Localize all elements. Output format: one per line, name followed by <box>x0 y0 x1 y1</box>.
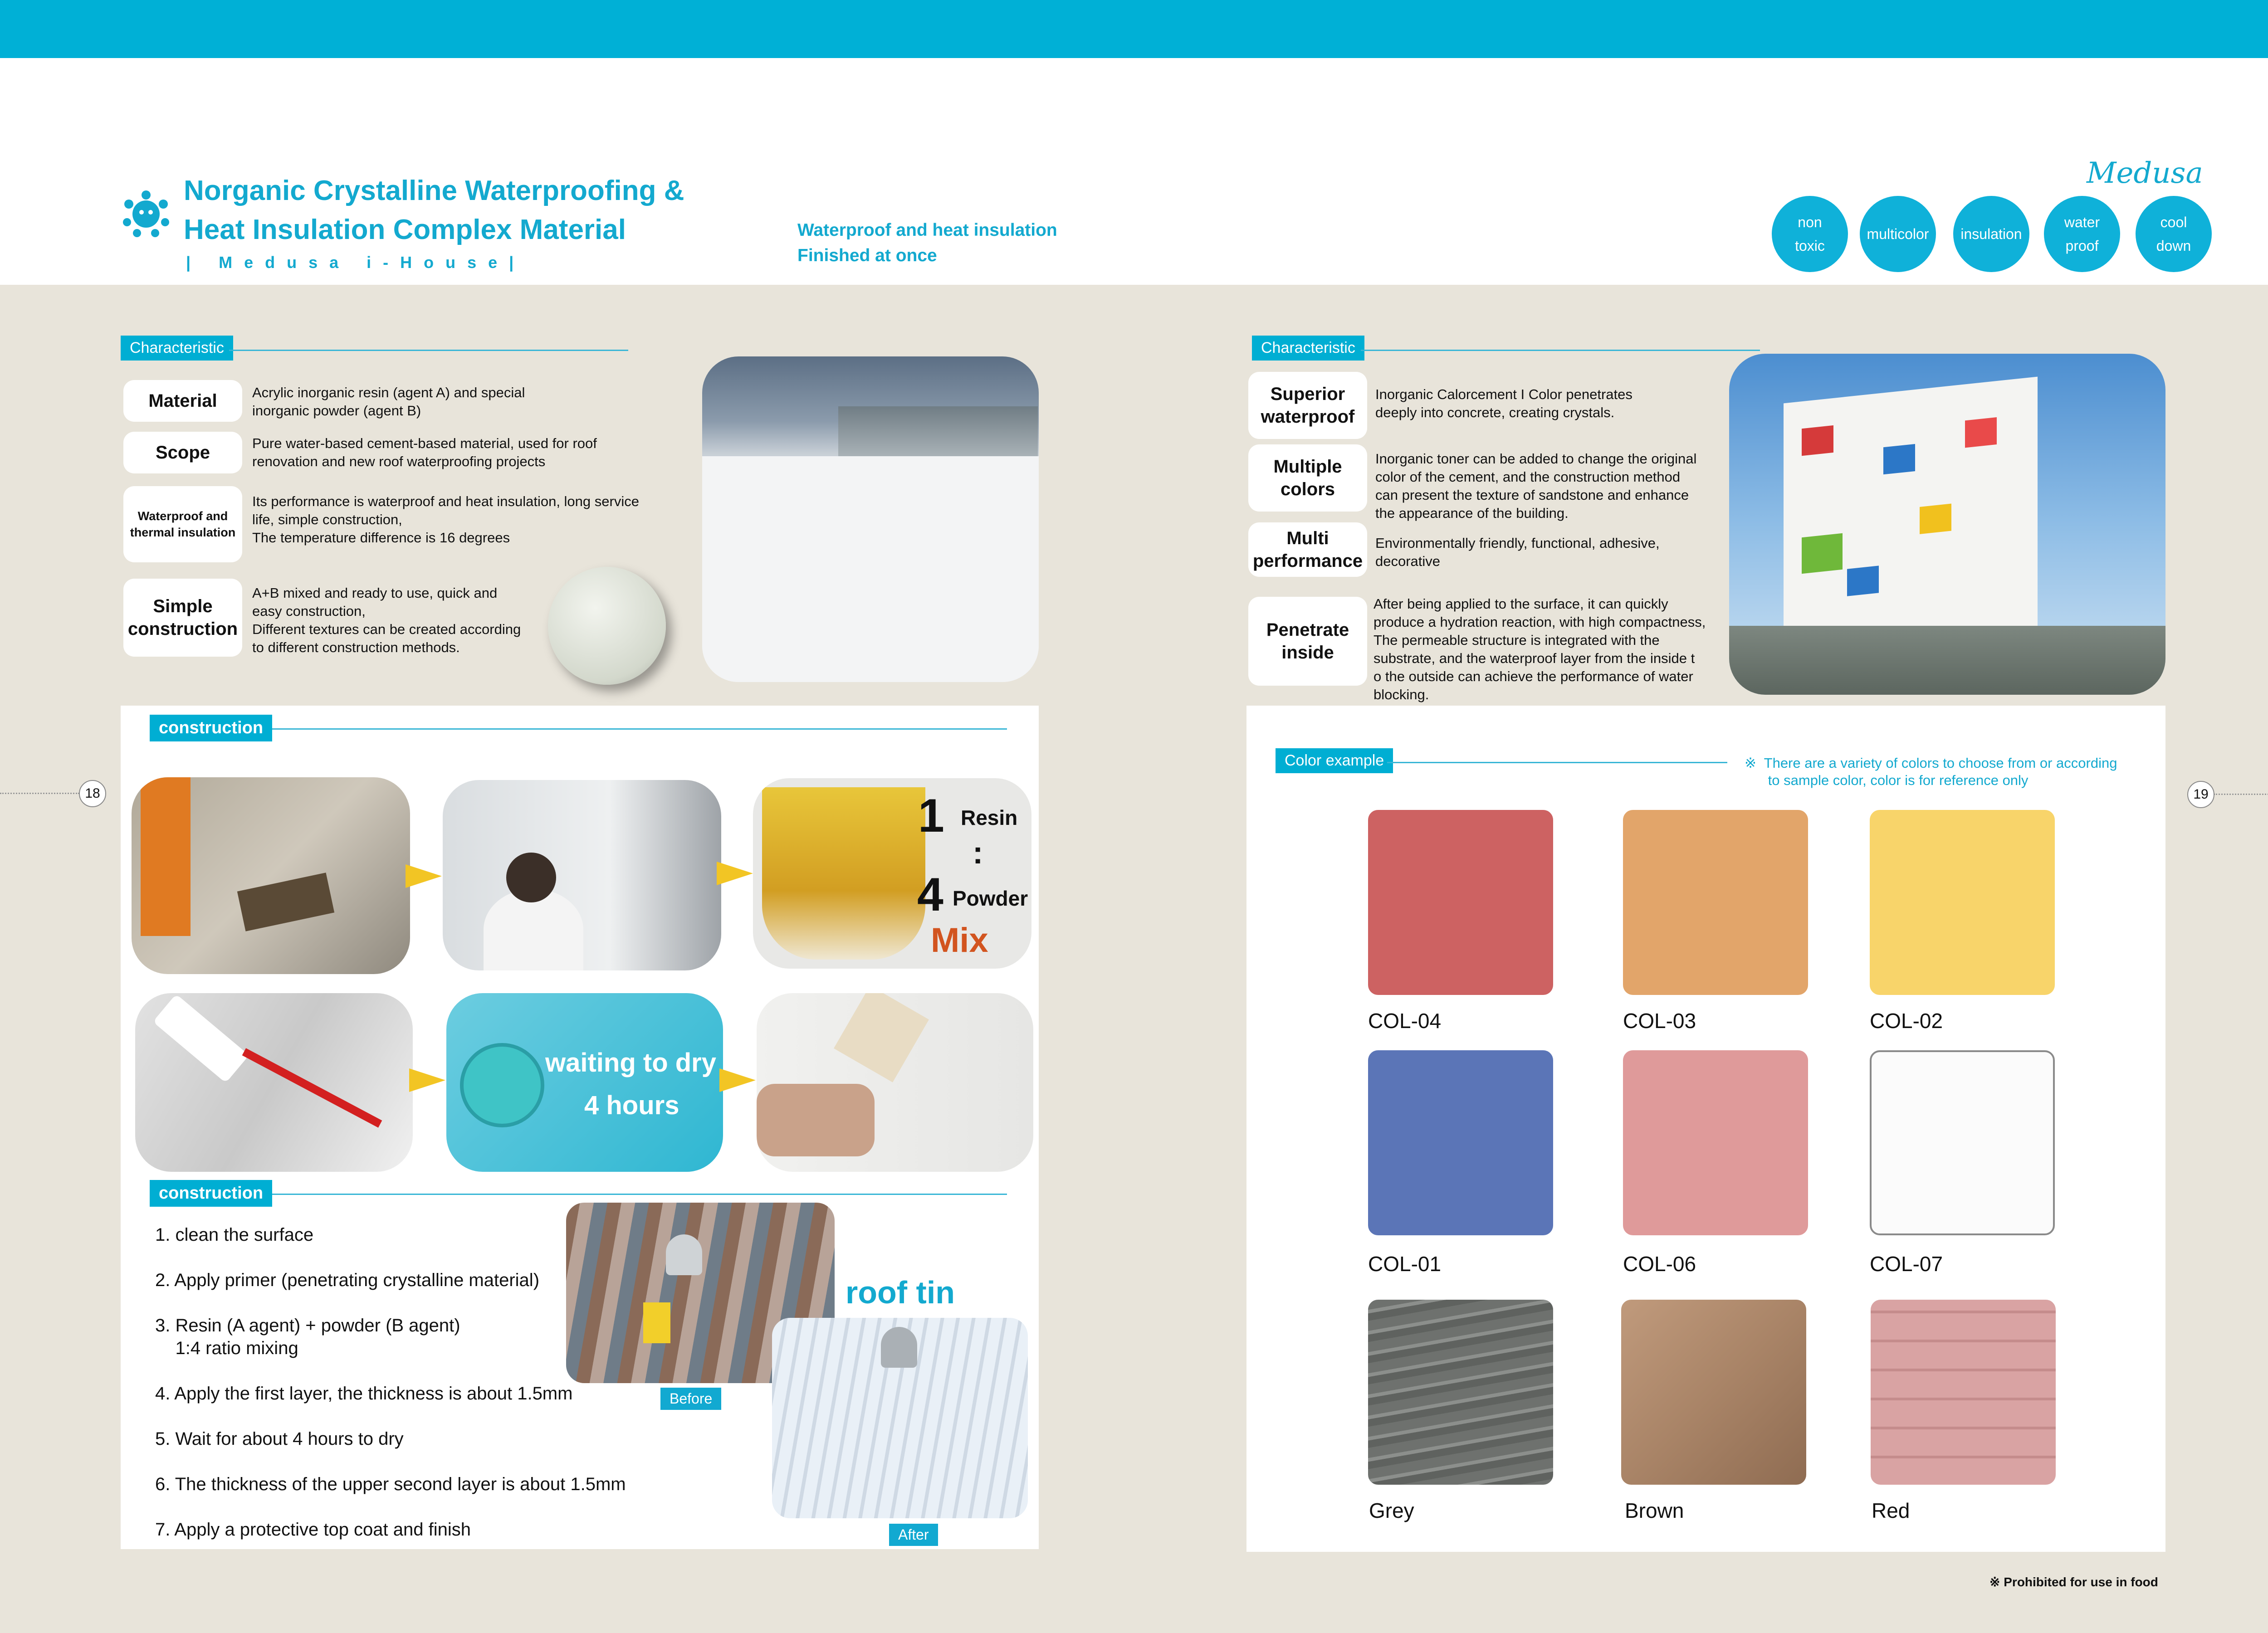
desc-multiple-colors: Inorganic toner can be added to change the original color of the cement, and the construction method can present the texture of sandstone and enhance the appearance of the building. <box>1375 451 1697 521</box>
tagline <box>797 218 1057 268</box>
window-blue <box>1883 444 1915 474</box>
swatch-col-03 <box>1623 810 1808 995</box>
worker-head <box>506 853 556 902</box>
swatch-label-col-04: COL-04 <box>1368 1009 1442 1033</box>
roof-worker <box>643 1302 670 1343</box>
pill-simple-construction: Simple construction <box>123 579 242 657</box>
photo-spraying <box>443 780 721 970</box>
left-characteristic-label: Characteristic <box>121 336 233 361</box>
desc-simple-construction: A+B mixed and ready to use, quick and easy construction, Different textures can be created according to different construction methods. <box>252 585 521 655</box>
construction-rule-2 <box>272 1194 1007 1195</box>
swatch-label-red: Red <box>1872 1499 1910 1522</box>
pill-material: Material <box>123 380 242 422</box>
title-line-1: Norganic Crystalline Waterproofing & <box>184 175 684 206</box>
pill-scope: Scope <box>123 432 242 473</box>
page-title <box>184 171 684 249</box>
left-page-dotted-line <box>0 793 79 794</box>
step-6: 6. The thickness of the upper second layer is about 1.5mm <box>155 1474 626 1494</box>
step-5: 5. Wait for about 4 hours to dry <box>155 1429 404 1449</box>
swatch-label-col-03: COL-03 <box>1623 1009 1696 1033</box>
swatch-label-grey: Grey <box>1369 1499 1414 1522</box>
swatch-label-col-07: COL-07 <box>1870 1252 1943 1276</box>
brush-head <box>834 993 929 1082</box>
waiting-line-2: 4 hours <box>584 1091 679 1120</box>
desc-superior-waterproof: Inorganic Calorcement I Color penetrates deeply into concrete, creating crystals. <box>1375 386 1633 420</box>
photo-roof-after <box>772 1318 1028 1518</box>
arrow-step-1 <box>406 864 442 888</box>
worker-legs <box>141 777 191 936</box>
badge-insulation: insulation <box>1953 196 2029 272</box>
pill-multi-performance: Multi performance <box>1248 522 1367 577</box>
left-characteristic-rule <box>229 350 628 351</box>
pill-superior-waterproof: Superior waterproof <box>1248 372 1367 439</box>
swatch-label-col-01: COL-01 <box>1368 1252 1442 1276</box>
roof-tin-label: roof tin <box>846 1275 955 1310</box>
photo-brush <box>757 993 1033 1172</box>
roof-vent-after <box>881 1327 917 1368</box>
window-red-2 <box>1965 417 1997 448</box>
colorful-building-photo <box>1729 354 2165 695</box>
hand <box>757 1084 875 1156</box>
mix-ratio-one: 1 <box>918 790 944 842</box>
texture-sample-image <box>548 567 666 685</box>
right-page-dotted-line <box>2214 794 2268 795</box>
swatch-col-04 <box>1368 810 1553 995</box>
swatch-label-brown: Brown <box>1625 1499 1684 1522</box>
window-green <box>1802 533 1843 574</box>
arrow-step-5 <box>719 1068 756 1092</box>
badge-multicolor: multicolor <box>1860 196 1936 272</box>
step-3: 3. Resin (A agent) + powder (B agent) 1:4 ratio mixing <box>155 1316 460 1358</box>
badge-cool-down: cool down <box>2136 196 2212 272</box>
page-number-right: 19 <box>2187 781 2214 808</box>
white-roof-photo <box>702 356 1039 682</box>
swatch-col-06 <box>1623 1050 1808 1235</box>
mix-resin-label: Resin <box>961 806 1018 829</box>
window-blue-2 <box>1847 565 1879 596</box>
badge-non-toxic: non toxic <box>1772 196 1848 272</box>
white-roof-surface <box>702 456 1039 682</box>
color-example-label: Color example <box>1276 748 1393 773</box>
construction-label: construction <box>150 715 272 741</box>
window-yellow <box>1920 504 1951 534</box>
step-4: 4. Apply the first layer, the thickness is about 1.5mm <box>155 1384 573 1404</box>
right-characteristic-label: Characteristic <box>1252 336 1364 361</box>
after-tag: After <box>889 1524 938 1546</box>
swatch-brown-texture <box>1621 1300 1806 1485</box>
before-tag: Before <box>660 1388 721 1410</box>
mix-powder-label: Powder <box>953 887 1028 910</box>
swatch-col-07 <box>1870 1050 2055 1235</box>
desc-penetrate-inside: After being applied to the surface, it can quickly produce a hydration reaction, with high compactness, The permeable structure is integrated with the substrate, and the waterproof layer from the inside t o the outside can achieve the performance of water blocking. <box>1374 596 1706 702</box>
photo-sweeping <box>132 777 410 974</box>
footer-note: ※ Prohibited for use in food <box>1989 1575 2158 1589</box>
alarm-clock-icon <box>460 1043 544 1127</box>
pill-waterproof-thermal: Waterproof and thermal insulation <box>123 486 242 562</box>
step-2: 2. Apply primer (penetrating crystalline material) <box>155 1270 540 1290</box>
desc-waterproof-thermal: Its performance is waterproof and heat insulation, long service life, simple construction, The temperature difference is 16 degrees <box>252 493 639 546</box>
tagline-line-1: Waterproof and heat insulation <box>797 220 1057 240</box>
step-7: 7. Apply a protective top coat and finish <box>155 1520 471 1540</box>
desc-multi-performance: Environmentally friendly, functional, adhesive, decorative <box>1375 535 1660 569</box>
medusa-logo-icon <box>119 186 173 240</box>
subbrand: | Medusa i-House| <box>186 253 526 272</box>
mix-ratio-colon: : <box>973 835 983 870</box>
brand-name: Medusa <box>2087 156 2203 190</box>
pill-multiple-colors: Multiple colors <box>1248 444 1367 512</box>
right-characteristic-rule <box>1361 350 1760 351</box>
swatch-col-02 <box>1870 810 2055 995</box>
mix-label: Mix <box>931 921 988 960</box>
swatch-grey-texture <box>1368 1300 1553 1485</box>
roller-handle <box>242 1048 382 1128</box>
waiting-line-1: waiting to dry <box>545 1048 716 1077</box>
roller-head <box>153 994 249 1083</box>
resin-bucket-image <box>762 787 925 960</box>
swatch-col-01 <box>1368 1050 1553 1235</box>
swatch-label-col-02: COL-02 <box>1870 1009 1943 1033</box>
construction-rule <box>272 728 1007 730</box>
color-example-rule <box>1387 762 1727 763</box>
photo-roller <box>135 993 413 1172</box>
arrow-step-4 <box>409 1068 445 1092</box>
arrow-step-2 <box>717 862 753 885</box>
swatch-label-col-06: COL-06 <box>1623 1252 1696 1276</box>
page-number-left: 18 <box>79 780 106 807</box>
badge-water-proof: water proof <box>2044 196 2120 272</box>
top-accent-bar <box>0 0 2268 58</box>
title-line-2: Heat Insulation Complex Material <box>184 214 626 245</box>
construction-label-2: construction <box>150 1180 272 1207</box>
waiting-panel <box>446 993 723 1172</box>
swatch-red-texture <box>1871 1300 2056 1485</box>
broom <box>237 873 334 931</box>
mix-ratio-four: 4 <box>917 868 943 921</box>
desc-scope: Pure water-based cement-based material, used for roof renovation and new roof waterproofing projects <box>252 435 597 469</box>
window-red <box>1802 425 1833 456</box>
tagline-line-2: Finished at once <box>797 246 937 265</box>
desc-material: Acrylic inorganic resin (agent A) and special inorganic powder (agent B) <box>252 385 525 419</box>
roof-vent-before <box>666 1234 702 1275</box>
color-note: ※ There are a variety of colors to choose from or according to sample color, color is for reference only <box>1745 755 2117 788</box>
building-ground <box>1729 626 2165 695</box>
step-1: 1. clean the surface <box>155 1225 314 1245</box>
pill-penetrate-inside: Penetrate inside <box>1248 597 1367 686</box>
